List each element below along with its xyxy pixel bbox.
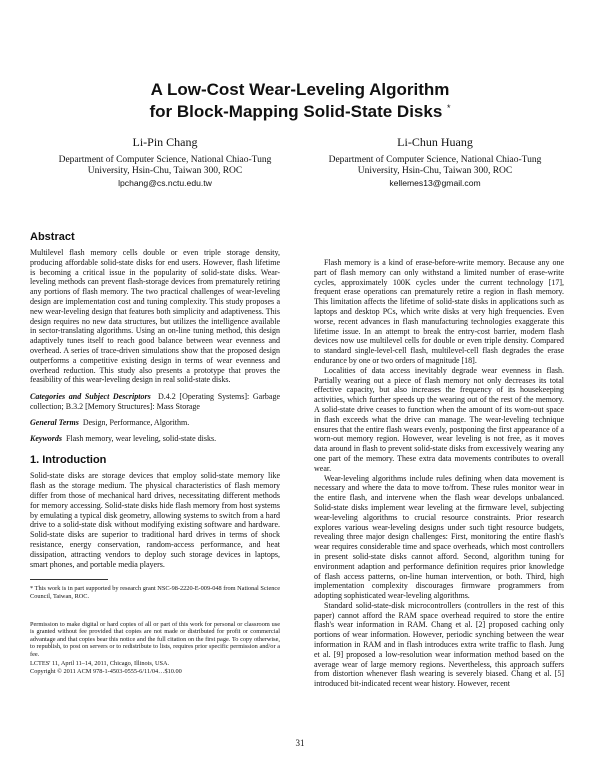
categories-label: Categories and Subject Descriptors bbox=[30, 392, 151, 402]
paper-title bbox=[0, 80, 600, 121]
intro-heading: 1. Introduction bbox=[30, 454, 107, 467]
page-number: 31 bbox=[295, 738, 305, 748]
body-paragraph: Flash memory is a kind of erase-before-write memory. Because any one part of flash memory can only withstand a limited number of erase-write cycles, approximately 100K cycles under the current technology [17], frequent erase operations can prematurely retire a region in flash memory. This limitation affects the lifetime of solid-state disks in applications such as laptops and desktop PCs, which write disks at very high frequencies. Even worse, recent advances in flash manufacturing technologies exaggerate this lifetime issue. In an attempt to break the entry-cost barrier, modern flash devices now use multilevel cells for double or even triple density. Compared to standard single-level-cell flash, multilevel-cell flash degrades the erase endurance by one or two orders of magnitude [18]. bbox=[314, 258, 564, 365]
terms-text: Design, Performance, Algorithm. bbox=[82, 417, 190, 427]
author-name: Li-Chun Huang bbox=[397, 135, 473, 149]
terms-line bbox=[30, 418, 280, 428]
author-address: University, Hsin-Chu, Taiwan 300, ROC bbox=[87, 166, 243, 177]
copyright-line: Copyright © 2011 ACM 978-1-4503-0555-6/11/04…$10.00 bbox=[30, 668, 182, 676]
funding-footnote: * This work is in part supported by research grant NSC-98-2220-E-009-048 from National Science Council, Taiwan, ROC. bbox=[30, 585, 280, 600]
keywords-line bbox=[30, 434, 280, 444]
author-address: University, Hsin-Chu, Taiwan 300, ROC bbox=[357, 166, 513, 177]
author-block-2 bbox=[300, 134, 570, 190]
categories-line bbox=[30, 392, 280, 412]
title-footnote-mark: * bbox=[447, 103, 451, 113]
author-dept: Department of Computer Science, National Chiao-Tung bbox=[328, 155, 542, 165]
body-paragraph: Wear-leveling algorithms include rules defining when data movement is necessary and where the data to move to/from. These rules monitor wear in the entire flash, and intervene when the flash wear develops unbalanced. Solid-state disks implement wear leveling at the firmware level, subjecting wear-leveling algorithms to crucial resource constraints. Prior research explores various wear-leveling designs under such tight resource budgets, revealing three major design challenges: First, monitoring the entire flash's wear requires considerable time and space overheads, which most controllers in present solid-state disks cannot afford. Second, algorithm tuning for environment adaption and performance definition requires prior knowledge of flash access patterns, on-line human intervention, or both. Third, high implementation complexity discourages firmware programmers from adopting sophisticated wear-leveling algorithms. bbox=[314, 473, 564, 601]
abstract-heading: Abstract bbox=[30, 231, 75, 243]
permission-notice: Permission to make digital or hard copies of all or part of this work for personal or classroom use is granted without fee provided that copies are not made or distributed for profit or commercial advantage and that copies bear this notice and the full citation on the first page. To copy otherwise, to republish, to post on servers or to redistribute to lists, requires prior specific permission and/or a fee. bbox=[30, 620, 280, 658]
terms-label: General Terms bbox=[30, 417, 79, 427]
keywords-text: Flash memory, wear leveling, solid-state disks. bbox=[66, 433, 217, 443]
author-dept: Department of Computer Science, National Chiao-Tung bbox=[58, 155, 272, 165]
keywords-label: Keywords bbox=[30, 433, 62, 443]
abstract-text: Multilevel flash memory cells double or even triple storage density, producing affordable solid-state disks for end users. However, flash lifetime is becoming a critical issue in the popularity of solid-state disks. Wear-leveling methods can prevent flash-storage devices from prematurely retiring any portions of flash memory. The two practical challenges of wear-leveling design are implementation cost and tuning complexity. This study proposes a new wear-leveling design that features both simplicity and adaptiveness. This design requires no new data structures, but utilizes the intelligence available in sector-translating algorithms. Using an on-line tuning method, this design adaptively tunes itself to reach good balance between wear evenness and overhead. A series of trace-driven simulations show that the proposed design outperforms a competitive existing design in terms of wear evenness and overhead reduction. This study also presents a prototype that proves the feasibility of this wear-leveling design in real solid-state disks. bbox=[30, 248, 280, 385]
author-name: Li-Pin Chang bbox=[132, 135, 198, 149]
intro-text: Solid-state disks are storage devices that employ solid-state memory like flash as the storage medium. The physical characteristics of flash memory differ from those of mechanical hard drives, necessitating different methods for memory accessing. Solid-state disks hide flash memory from host systems by emulating a typical disk geometry, allowing systems to switch from a hard drive to a solid-state disk without modifying existing software and hardware. Solid-state disks are superior to traditional hard drives in terms of shock resistance, energy conservation, random-access performance, and heat dissipation, attracting vendors to deploy such storage devices in laptops, smart phones, and portable media players. bbox=[30, 471, 280, 569]
author-block-1 bbox=[30, 134, 300, 190]
title-line-2: for Block-Mapping Solid-State Disks bbox=[149, 102, 443, 121]
author-email[interactable]: lpchang@cs.nctu.edu.tw bbox=[118, 177, 212, 188]
body-paragraph: Localities of data access inevitably degrade wear evenness in flash. Partially wearing out a piece of flash memory not only decreases its total effective capacity, but also increases the frequency of its housekeeping activities, which further speeds up the wearing out of the rest of the memory. A solid-state drive ceases to function when the amount of its worn-out space in flash exceeds what the drive can manage. The wear-leveling technique ensures that the entire flash wears evenly, postponing the first appearance of a worn-out memory region. However, wear leveling is not free, as it moves data around in flash to prevent solid-state disks from excessively wearing any one part of the memory. These extra data movements contributes to overall wear. bbox=[314, 365, 564, 473]
left-column bbox=[30, 230, 280, 676]
venue-line: LCTES' 11, April 11–14, 2011, Chicago, Illinois, USA. bbox=[30, 660, 170, 668]
author-email[interactable]: kellemes13@gmail.com bbox=[389, 177, 481, 188]
footnote-rule bbox=[30, 579, 108, 580]
right-column bbox=[314, 258, 564, 689]
body-paragraph: Standard solid-state-disk microcontrollers (controllers in the rest of this paper) cannot afford the RAM space overhead required to store the entire flash's wear information in RAM. Chang et al. [2] proposed caching only portions of wear information. However, periodic synching between the wear information in RAM and in flash introduces extra write traffic to flash. Jung et al. [9] proposed a low-resolution wear information method based on the average wear of large memory regions. Nevertheless, this approach suffers from distortion whenever flash wearing is severely biased. Chang et al. [5] introduced bit-indicated recent wear history. However, recent bbox=[314, 600, 564, 689]
title-line-1: A Low-Cost Wear-Leveling Algorithm bbox=[150, 80, 450, 99]
categories-text: D.4.2 [Operating Systems]: Garbage collection; B.3.2 [Memory Structures]: Mass Storage bbox=[30, 392, 280, 411]
